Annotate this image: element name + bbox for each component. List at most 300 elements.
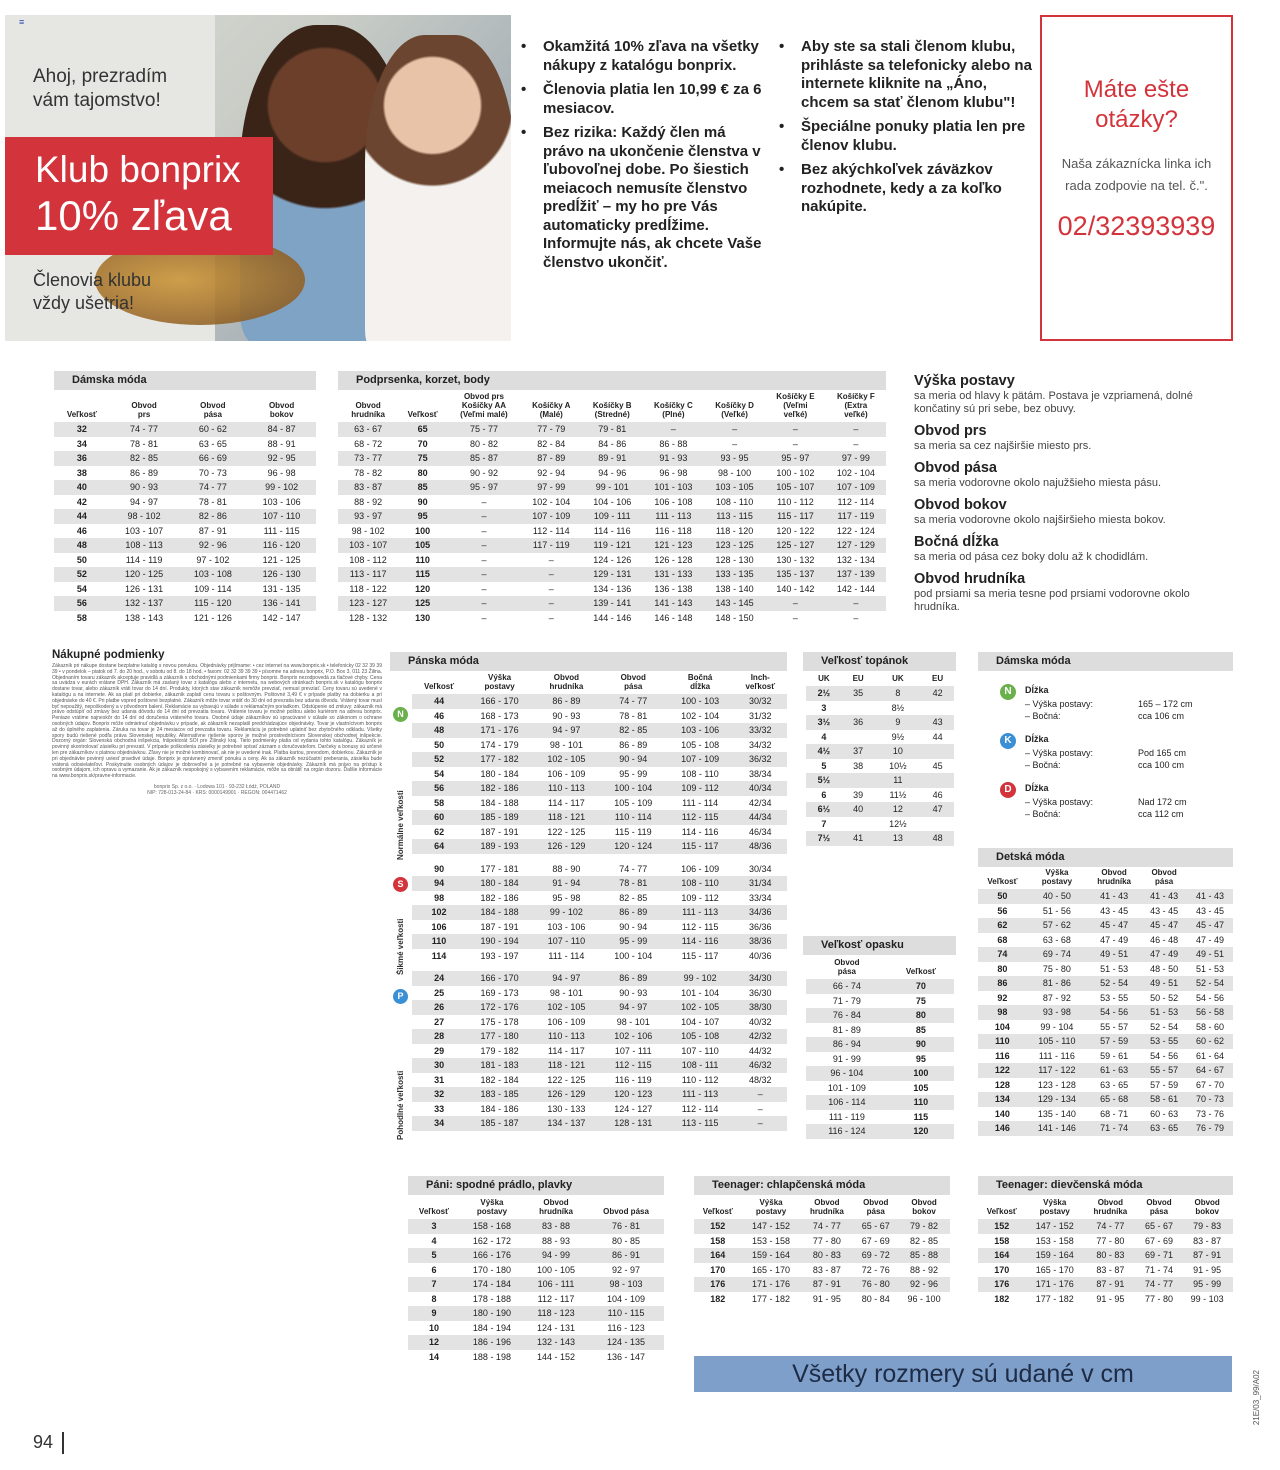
table-cell: 108 - 110	[681, 768, 719, 779]
table-row	[54, 437, 316, 452]
table-row	[978, 962, 1233, 977]
table-row	[412, 810, 787, 825]
table-cell: 60 - 62	[1187, 1034, 1233, 1049]
table-cell: 55 - 57	[1141, 1063, 1187, 1078]
hero-subtitle: Členovia klubu vždy ušetria!	[33, 270, 152, 313]
table-cell: 46/32	[734, 1058, 787, 1073]
column-header: UK	[892, 674, 904, 683]
table-cell: 128 - 132	[349, 612, 388, 623]
height-value: 165 – 172 cm	[1138, 699, 1193, 709]
table-cell: 110 - 115	[588, 1306, 664, 1321]
table-cell: 61 - 64	[1196, 1050, 1225, 1061]
table-cell: 55 - 57	[1100, 1021, 1129, 1032]
table-cell: 3	[821, 702, 827, 713]
table-cell: 69 - 74	[1027, 947, 1087, 962]
table-cell: 129 - 134	[1027, 1092, 1087, 1107]
underwear-header: Páni: spodné prádlo, plavky	[408, 1176, 664, 1195]
table-cell: 88 - 92	[354, 496, 383, 507]
table-cell: 180 - 184	[466, 876, 533, 891]
table-cell: 180 - 184	[480, 768, 519, 779]
table-cell: –	[765, 422, 826, 437]
table-cell: 52	[54, 567, 110, 582]
table-cell: 33/32	[734, 723, 787, 738]
table-cell: 115 - 117	[681, 950, 719, 961]
table-cell: 48	[412, 723, 466, 738]
column-header: Veľkosť	[407, 410, 438, 419]
table-row	[408, 1248, 664, 1263]
definition-term: Obvod prs	[914, 423, 987, 439]
table-cell: 87 - 89	[521, 451, 582, 466]
table-cell: 36/36	[748, 921, 772, 932]
table-cell: 110	[415, 554, 430, 565]
table-cell: 30/34	[748, 863, 772, 874]
table-cell: 112 - 114	[837, 496, 875, 507]
table-cell: 76 - 84	[806, 1008, 888, 1023]
table-row	[806, 1008, 954, 1023]
table-cell: 90 - 93	[110, 480, 179, 495]
table-cell: 42/32	[734, 1029, 787, 1044]
table-cell: 136 - 141	[247, 596, 316, 611]
table-row	[338, 466, 886, 481]
table-cell: 101 - 103	[643, 480, 704, 495]
hero-woman-2	[365, 35, 511, 341]
table-cell: 73 - 76	[1196, 1108, 1225, 1119]
table-row	[694, 1292, 950, 1307]
bra-header: Podprsenka, korzet, body	[338, 371, 886, 390]
table-cell: 110 - 113	[533, 781, 600, 796]
table-cell: 49 - 51	[1141, 976, 1187, 991]
table-row	[978, 1248, 1233, 1263]
table-cell: 185 - 189	[466, 810, 533, 825]
table-cell: 79 - 81	[582, 422, 643, 437]
table-cell: 102 - 105	[667, 1000, 734, 1015]
table-row	[978, 1263, 1233, 1278]
table-cell: 104 - 106	[593, 496, 632, 507]
table-row	[54, 567, 316, 582]
table-cell: 153 - 158	[752, 1235, 791, 1246]
table-cell: 123 - 128	[1037, 1079, 1076, 1090]
table-cell: 116	[995, 1050, 1010, 1061]
table-cell: 170 - 180	[472, 1264, 511, 1275]
table-cell: 113 - 117	[338, 567, 398, 582]
table-cell: 12	[875, 802, 922, 817]
table-cell: 115 - 120	[178, 596, 247, 611]
table-cell: 86 - 89	[533, 694, 600, 709]
column-header: Výška postavy	[484, 673, 515, 691]
table-cell: 110 - 113	[533, 1029, 600, 1044]
table-row	[412, 839, 787, 858]
table-cell: 52	[412, 752, 466, 767]
column-header: Veľkosť	[66, 410, 97, 419]
table-cell: 74 - 77	[600, 694, 667, 709]
normal-sizes-label: Normálne veľkosti	[396, 790, 405, 860]
table-cell: –	[765, 596, 826, 611]
table-cell: 50	[978, 889, 1027, 904]
table-cell: 124 - 135	[588, 1335, 664, 1350]
table-cell: 54	[76, 583, 87, 594]
table-row	[978, 947, 1233, 962]
table-cell: 5	[821, 760, 827, 771]
table-cell: 104	[994, 1021, 1010, 1032]
table-cell: 120 - 125	[110, 567, 179, 582]
table-cell: 190 - 194	[466, 934, 533, 949]
table-cell: 71 - 79	[832, 995, 861, 1006]
table-row	[338, 451, 886, 466]
column-header: Obvod hrudníka	[539, 1198, 573, 1216]
table-cell: 10½	[889, 760, 907, 771]
table-row	[338, 495, 886, 510]
definition-term: Obvod pása	[914, 460, 997, 476]
table-cell: 89 - 91	[582, 451, 643, 466]
table-cell	[921, 701, 954, 716]
table-cell: 47	[921, 802, 954, 817]
table-cell: 28	[412, 1029, 466, 1044]
table-cell: 86 - 89	[600, 905, 667, 920]
table-cell: 9½	[891, 731, 905, 742]
table-cell: 110 - 114	[600, 810, 667, 825]
table-cell: 40 - 50	[1027, 889, 1087, 904]
table-cell: 110 - 112	[681, 1074, 719, 1085]
column-header: Veľkosť	[424, 682, 455, 691]
table-cell: 118 - 123	[524, 1306, 588, 1321]
table-cell: 71 - 74	[1087, 1121, 1141, 1136]
table-cell: 9	[875, 715, 922, 730]
side-key: – Bočná:	[1025, 760, 1061, 770]
column-header: Veľkosť	[987, 877, 1018, 886]
table-row	[694, 1263, 950, 1278]
table-row	[412, 858, 787, 877]
table-cell: 122 - 124	[836, 525, 875, 536]
table-row	[338, 509, 886, 524]
table-row	[408, 1335, 664, 1350]
table-cell: 109 - 112	[681, 892, 719, 903]
table-cell: 63 - 67	[338, 422, 398, 437]
table-cell: 107 - 110	[681, 1045, 719, 1056]
table-cell: 117 - 119	[826, 509, 886, 524]
table-cell: 98 - 100	[718, 467, 752, 478]
definition-text: sa meria vodorovne okolo najužšieho miesta pásu.	[914, 477, 1162, 489]
definition-term: Bočná dĺžka	[914, 534, 999, 550]
table-cell: 105	[913, 1082, 929, 1093]
table-cell: 120 - 124	[600, 839, 667, 858]
table-cell: 63 - 68	[1042, 934, 1071, 945]
table-cell: 90	[417, 496, 428, 507]
table-cell: 86 - 89	[619, 739, 648, 750]
table-header-row	[54, 401, 316, 422]
table-cell: 48/32	[748, 1074, 772, 1085]
table-cell: 109 - 111	[582, 509, 643, 524]
table-row	[408, 1263, 664, 1278]
table-cell: 49 - 51	[1187, 947, 1233, 962]
table-cell: 106 - 111	[524, 1277, 588, 1292]
length-label: Dĺžka	[1025, 685, 1049, 695]
table-cell: 98 - 102	[110, 509, 179, 524]
table-cell: 36/32	[734, 752, 787, 767]
table-cell: 124 - 131	[537, 1322, 576, 1333]
hero-marker: ≡	[19, 17, 25, 27]
table-cell: 106 - 108	[654, 496, 693, 507]
table-cell: 60 - 62	[178, 422, 247, 437]
table-cell: 85	[915, 1024, 926, 1035]
table-cell: 92	[997, 992, 1008, 1003]
table-cell: 7½	[806, 831, 842, 846]
table-row	[54, 480, 316, 495]
table-cell: 87 - 91	[800, 1277, 853, 1292]
table-cell: 187 - 191	[480, 921, 519, 932]
table-cell: –	[792, 438, 798, 449]
questions-text: Naša zákaznícka linka ich rada zodpovie na tel. č.".	[1061, 156, 1212, 193]
table-cell: 74 - 77	[1084, 1219, 1137, 1234]
table-cell: 118 - 120	[715, 525, 754, 536]
table-cell: 31/32	[748, 710, 772, 721]
table-cell: 11½	[889, 789, 907, 800]
table-cell: 131 - 135	[262, 583, 301, 594]
table-cell: 106 - 114	[806, 1095, 888, 1110]
table-row	[412, 796, 787, 811]
table-cell: 94 - 97	[533, 967, 600, 986]
table-cell: 120 - 123	[600, 1087, 667, 1102]
table-cell: 80 - 82	[469, 438, 498, 449]
table-cell: 99 - 102	[667, 967, 734, 986]
table-cell: 90	[434, 863, 445, 874]
table-cell: 53 - 55	[1141, 1034, 1187, 1049]
table-row	[978, 1107, 1233, 1122]
column-header: Obvod pása	[1146, 1198, 1172, 1216]
benefit-item: • Aby ste sa stali členom klubu, prihláste sa telefonicky alebo na internete kliknite na „Áno, chcem sa stať členom klubu"!	[779, 38, 1034, 112]
table-cell: 47 - 49	[1196, 934, 1225, 945]
table-cell: 33/34	[748, 892, 772, 903]
table-cell: 103 - 106	[262, 496, 301, 507]
column-header: Bočná dĺžka	[687, 673, 713, 691]
table-cell: 56 - 58	[1187, 1005, 1233, 1020]
table-cell: 177 - 182	[466, 752, 533, 767]
table-row	[806, 817, 954, 832]
women-length-header: Dámska móda	[978, 652, 1233, 671]
table-cell: 130 - 132	[776, 554, 815, 565]
table-cell: 8½	[891, 702, 905, 713]
table-cell: 170	[994, 1264, 1010, 1275]
table-cell: 107 - 109	[667, 752, 734, 767]
table-cell: 134	[978, 1092, 1027, 1107]
shoe-size-table	[806, 674, 954, 846]
table-cell: 60 - 63	[1150, 1108, 1179, 1119]
table-cell: 186 - 196	[460, 1335, 524, 1350]
table-cell: 95 - 98	[552, 892, 581, 903]
table-cell: 121 - 125	[262, 554, 301, 565]
table-row	[806, 1023, 954, 1038]
table-cell: 135 - 137	[765, 567, 826, 582]
table-cell: 11	[875, 773, 922, 788]
table-row	[412, 905, 787, 920]
table-cell: 34	[412, 1116, 466, 1131]
table-cell: 182	[710, 1293, 726, 1304]
table-cell: 95 - 97	[447, 480, 521, 495]
table-cell: 102 - 105	[533, 1000, 600, 1015]
table-cell: 62	[978, 918, 1027, 933]
table-cell: 94	[412, 876, 466, 891]
table-row	[408, 1219, 664, 1234]
table-cell: 179 - 182	[480, 1045, 519, 1056]
table-row	[978, 918, 1233, 933]
table-cell: 40	[842, 802, 875, 817]
table-cell: 4	[431, 1235, 437, 1246]
table-cell: –	[548, 554, 554, 565]
table-row	[412, 920, 787, 935]
table-row	[978, 1020, 1233, 1035]
column-header: EU	[852, 674, 864, 683]
table-cell: 36	[842, 715, 875, 730]
table-cell: 67 - 69	[861, 1235, 890, 1246]
bra-size-table	[338, 392, 886, 625]
table-cell: 85	[398, 480, 447, 495]
table-cell: 82 - 85	[600, 723, 667, 738]
hotline-phone[interactable]: 02/32393939	[1057, 211, 1216, 241]
table-row	[54, 451, 316, 466]
table-cell: 152	[694, 1219, 742, 1234]
column-header: Obvod hrudníka	[1097, 868, 1131, 886]
table-cell: 57 - 59	[1150, 1079, 1179, 1090]
table-cell: 54	[434, 768, 445, 779]
table-row	[54, 524, 316, 539]
table-cell: 75 - 80	[1042, 963, 1071, 974]
table-row	[806, 1081, 954, 1096]
table-row	[806, 701, 954, 716]
table-cell: 139 - 141	[582, 596, 643, 611]
table-cell: 111 - 114	[682, 797, 719, 808]
table-cell: 108 - 110	[667, 876, 734, 891]
table-cell: 181 - 183	[466, 1058, 533, 1073]
table-cell	[842, 773, 875, 788]
column-header: Obvod hrudníka	[549, 673, 584, 691]
table-cell: 147 - 152	[1025, 1219, 1084, 1234]
table-cell: 40	[54, 480, 110, 495]
table-cell: 122 - 125	[547, 826, 586, 837]
panska-header: Pánska móda	[390, 652, 787, 671]
table-cell: 88 - 93	[542, 1235, 571, 1246]
table-cell: 112 - 115	[667, 810, 734, 825]
table-row	[694, 1234, 950, 1249]
table-cell: 115 - 119	[614, 826, 652, 837]
table-row	[806, 1110, 954, 1125]
table-cell: 114 - 116	[593, 525, 631, 536]
table-cell: 113 - 115	[667, 1116, 734, 1131]
table-cell: 77 - 80	[1144, 1293, 1174, 1304]
table-cell: 176	[978, 1277, 1025, 1292]
table-cell: 141 - 146	[1027, 1121, 1087, 1136]
table-row	[978, 1219, 1233, 1234]
table-cell: 7	[821, 818, 827, 829]
table-cell	[921, 773, 954, 788]
table-cell: 95 - 99	[1181, 1277, 1233, 1292]
table-row	[412, 825, 787, 840]
table-cell: 34	[76, 438, 87, 449]
table-cell: 52 - 54	[1150, 1021, 1179, 1032]
table-cell: 152	[978, 1219, 1025, 1234]
table-cell: 103 - 105	[704, 480, 765, 495]
table-cell: 95 - 97	[765, 451, 826, 466]
table-cell: 177 - 181	[480, 863, 519, 874]
table-cell: 120	[888, 1124, 954, 1139]
table-cell: 184 - 188	[480, 797, 519, 808]
table-cell: –	[853, 612, 859, 623]
club-hero-image	[5, 15, 511, 341]
table-cell: 128 - 130	[715, 554, 754, 565]
table-cell: 24	[412, 967, 466, 986]
table-row	[408, 1277, 664, 1292]
table-header-row	[978, 1198, 1233, 1219]
table-cell: 3½	[806, 715, 842, 730]
table-cell: 166 - 170	[466, 694, 533, 709]
side-value: cca 100 cm	[1138, 760, 1185, 770]
table-header-row	[412, 673, 787, 694]
table-cell: 115	[398, 567, 447, 582]
terms-footer: bonprix Sp. z o.o. · Lodowa 101 · 93-232 Łódź, POLAND NIP: 728-013-24-84 · KRS: 0000149901 · REGON: 004471462	[147, 783, 287, 796]
column-header: Výška postavy	[1041, 868, 1073, 886]
table-cell: 86	[978, 976, 1027, 991]
table-cell: 46	[932, 789, 943, 800]
table-row	[806, 730, 954, 745]
table-row	[412, 1044, 787, 1059]
table-row	[978, 1277, 1233, 1292]
table-row	[54, 422, 316, 437]
table-cell: 4	[821, 731, 827, 742]
table-cell: 68 - 71	[1100, 1108, 1129, 1119]
table-cell: 79 - 83	[1181, 1219, 1233, 1234]
table-row	[806, 715, 954, 730]
table-cell: 30	[412, 1058, 466, 1073]
table-cell: 6	[431, 1264, 437, 1275]
table-cell: 2½	[806, 686, 842, 701]
table-cell: 140 - 142	[776, 583, 815, 594]
panska-size-table	[412, 673, 787, 1131]
table-cell: 92 - 96	[898, 1277, 950, 1292]
table-cell: 94 - 97	[600, 1000, 667, 1015]
table-cell: 116 - 123	[607, 1322, 645, 1333]
table-cell: 85 - 88	[898, 1248, 950, 1263]
table-cell: 102 - 105	[533, 752, 600, 767]
table-cell: 102 - 104	[836, 467, 875, 478]
table-cell: 45 - 47	[1087, 918, 1141, 933]
table-cell: 98 - 103	[588, 1277, 664, 1292]
table-cell: 94 - 99	[524, 1248, 588, 1263]
table-cell: 185 - 187	[466, 1116, 533, 1131]
table-cell: 50	[434, 739, 445, 750]
table-cell: 158	[710, 1235, 726, 1246]
table-cell: 138 - 143	[125, 612, 164, 623]
table-cell: –	[792, 612, 798, 623]
table-row	[806, 773, 954, 788]
column-header: Veľkosť	[418, 1207, 449, 1216]
table-cell: 49 - 51	[1087, 947, 1141, 962]
table-cell: 74 - 77	[619, 863, 648, 874]
table-cell: –	[481, 496, 487, 507]
table-cell: 41 - 43	[1087, 889, 1141, 904]
table-cell: 142 - 147	[262, 612, 301, 623]
column-header: Košíčky F (Extra veľké)	[836, 392, 875, 419]
table-cell: 31/34	[734, 876, 787, 891]
length-badge: N	[1000, 684, 1016, 700]
table-row	[978, 1092, 1233, 1107]
table-cell: 137 - 139	[826, 567, 886, 582]
table-row	[412, 709, 787, 724]
length-item	[996, 731, 1236, 780]
table-cell: 158	[994, 1235, 1010, 1246]
table-header-row	[806, 674, 954, 686]
measurement-definitions	[914, 373, 1234, 621]
table-row	[338, 553, 886, 568]
table-cell: 94 - 97	[533, 723, 600, 738]
table-row	[694, 1219, 950, 1234]
